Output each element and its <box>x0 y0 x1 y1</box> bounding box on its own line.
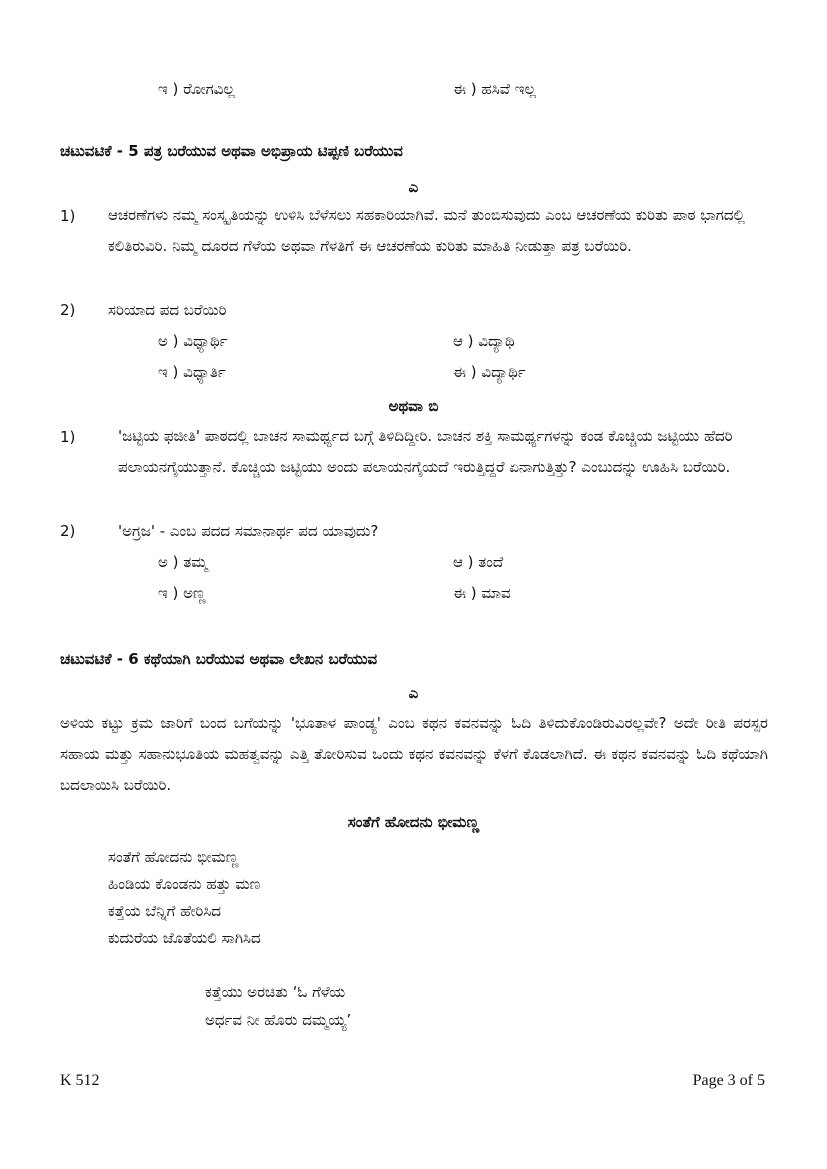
poem-line-5: ಕತ್ತೆಯು ಅರಚಿತು ‘ಓ ಗೆಳೆಯ <box>205 983 346 1001</box>
footer-code: K 512 <box>60 1072 100 1089</box>
b1-number: 1) <box>60 428 76 446</box>
q1-text: ಆಚರಣೆಗಳು ನಮ್ಮ ಸಂಸ್ಕೃತಿಯನ್ನು ಉಳಿಸಿ ಬೆಳೆಸಲು ಸಹಕಾರಿಯಾಗಿವೆ. ಮನೆ ತುಂಬಿಸುವುದು ಎಂಬ ಆಚರಣೆಯ ಕುರಿತು ಪಾಠ ಭಾಗದಲ್ಲಿ ಕಲಿತಿರುವಿರಿ. ನಿಮ್ಮ ದೂರದ ಗೆಳೆಯ ಅಥವಾ ಗೆಳತಿಗೆ ಈ ಆಚರಣೆಯ ಕುರಿತು ಮಾಹಿತಿ ನೀಡುತ್ತಾ ಪತ್ರ ಬರೆಯಿರಿ. <box>108 206 745 255</box>
b2-option-d: ಈ ) ಮಾವ <box>453 584 511 602</box>
b1-text: 'ಜಟ್ಟಿಯ ಫಜೀತಿ' ಪಾಠದಲ್ಲಿ ಬಾಚನ ಸಾಮರ್ಥ್ಯದ ಬಗ್ಗೆ ತಿಳಿದಿದ್ದೀರಿ. ಬಾಚನ ಶಕ್ತಿ ಸಾಮರ್ಥ್ಯಗಳನ್ನು ಕಂಡ ಕೊಚ್ಚಿಯ ಜಟ್ಟಿಯು ಹೆದರಿ ಪಲಾಯನಗೈಯುತ್ತಾನೆ. ಕೊಚ್ಚಿಯ ಜಟ್ಟಿಯು ಅಂದು ಪಲಾಯನಗೈಯದೆ ಇರುತ್ತಿದ್ದರೆ ಏನಾಗುತ್ತಿತ್ತು? ಎಂಬುದನ್ನು ಊಹಿಸಿ ಬರೆಯಿರಿ. <box>118 427 733 476</box>
poem-line-6: ಅರ್ಧವ ನೀ ಹೊರು ದಮ್ಮಯ್ಯ’ <box>205 1011 352 1029</box>
activity6-intro: ಅಳಿಯ ಕಟ್ಟು ಕ್ರಮ ಜಾರಿಗೆ ಬಂದ ಬಗೆಯನ್ನು 'ಭೂತಾಳ ಪಾಂಡ್ಯ' ಎಂಬ ಕಥನ ಕವನವನ್ನು ಓದಿ ತಿಳಿದುಕೊಂಡಿರುವಿರಲ್ಲವೇ? ಅದೇ ರೀತಿ ಪರಸ್ಪರ ಸಹಾಯ ಮತ್ತು ಸಹಾನುಭೂತಿಯ ಮಹತ್ವವನ್ನು ಎತ್ತಿ ತೋರಿಸುವ ಒಂದು ಕಥನ ಕವನವನ್ನು ಕೆಳಗೆ ಕೊಡಲಾಗಿದೆ. ಈ ಕಥನ ಕವನವನ್ನು ಓದಿ ಕಥೆಯಾಗಿ ಬದಲಾಯಿಸಿ ಬರೆಯಿರಿ. <box>60 714 768 794</box>
b2-number: 2) <box>60 522 76 540</box>
poem-line-4: ಕುದುರೆಯ ಜೊತೆಯಲಿ ಸಾಗಿಸಿದ <box>108 929 261 947</box>
q2-option-a: ಅ ) ವಿಧ್ಯಾರ್ಥಿ <box>158 332 228 350</box>
poem-title: ಸಂತೆಗೆ ಹೋದನು ಭೀಮಣ್ಣ <box>347 813 480 831</box>
b2-option-b: ಆ ) ತಂದೆ <box>453 553 504 571</box>
poem-line-1: ಸಂತೆಗೆ ಹೋದನು ಭೀಮಣ್ಣ <box>108 848 239 866</box>
b2-text: 'ಅಗ್ರಜ' - ಎಂಬ ಪದದ ಸಮಾನಾರ್ಥ ಪದ ಯಾವುದು? <box>118 522 379 540</box>
option-d: ಈ ) ಹಸಿವೆ ಇಲ್ಲ <box>453 80 537 98</box>
q2-text: ಸರಿಯಾದ ಪದ ಬರೆಯಿರಿ <box>108 301 227 319</box>
q2-option-c: ಇ ) ವಿಧ್ಯಾರ್ತಿ <box>158 363 226 381</box>
activity5-section-a: ಎ <box>408 178 419 196</box>
poem-line-3: ಕತ್ತೆಯ ಬೆನ್ನಿಗೆ ಹೇರಿಸಿದ <box>108 902 221 920</box>
option-c: ಇ ) ರೋಗವಿಲ್ಲ <box>158 80 235 98</box>
q1-number: 1) <box>60 207 76 225</box>
q2-number: 2) <box>60 301 76 319</box>
q2-option-d: ಈ ) ವಿದ್ಯಾರ್ಥಿ <box>453 363 526 381</box>
activity6-section-a: ಎ <box>408 684 419 702</box>
q2-option-b: ಆ ) ವಿದ್ಯಾಥಿ <box>453 332 515 350</box>
b2-option-c: ಇ ) ಅಣ್ಣ <box>158 584 206 602</box>
activity5-heading: ಚಟುವಟಿಕೆ - 5 ಪತ್ರ ಬರೆಯುವ ಅಥವಾ ಅಭಿಪ್ರಾಯ ಟಿಪ್ಪಣಿ ಬರೆಯುವ <box>60 142 403 160</box>
activity6-heading: ಚಟುವಟಿಕೆ - 6 ಕಥೆಯಾಗಿ ಬರೆಯುವ ಅಥವಾ ಲೇಖನ ಬರೆಯುವ <box>60 650 378 668</box>
b2-option-a: ಅ ) ತಮ್ಮ <box>158 553 208 571</box>
footer-page-number: Page 3 of 5 <box>692 1072 765 1089</box>
poem-line-2: ಹಿಂಡಿಯ ಕೊಂಡನು ಹತ್ತು ಮಣ <box>108 875 261 893</box>
or-section-b: ಅಥವಾ ಬಿ <box>388 397 439 415</box>
